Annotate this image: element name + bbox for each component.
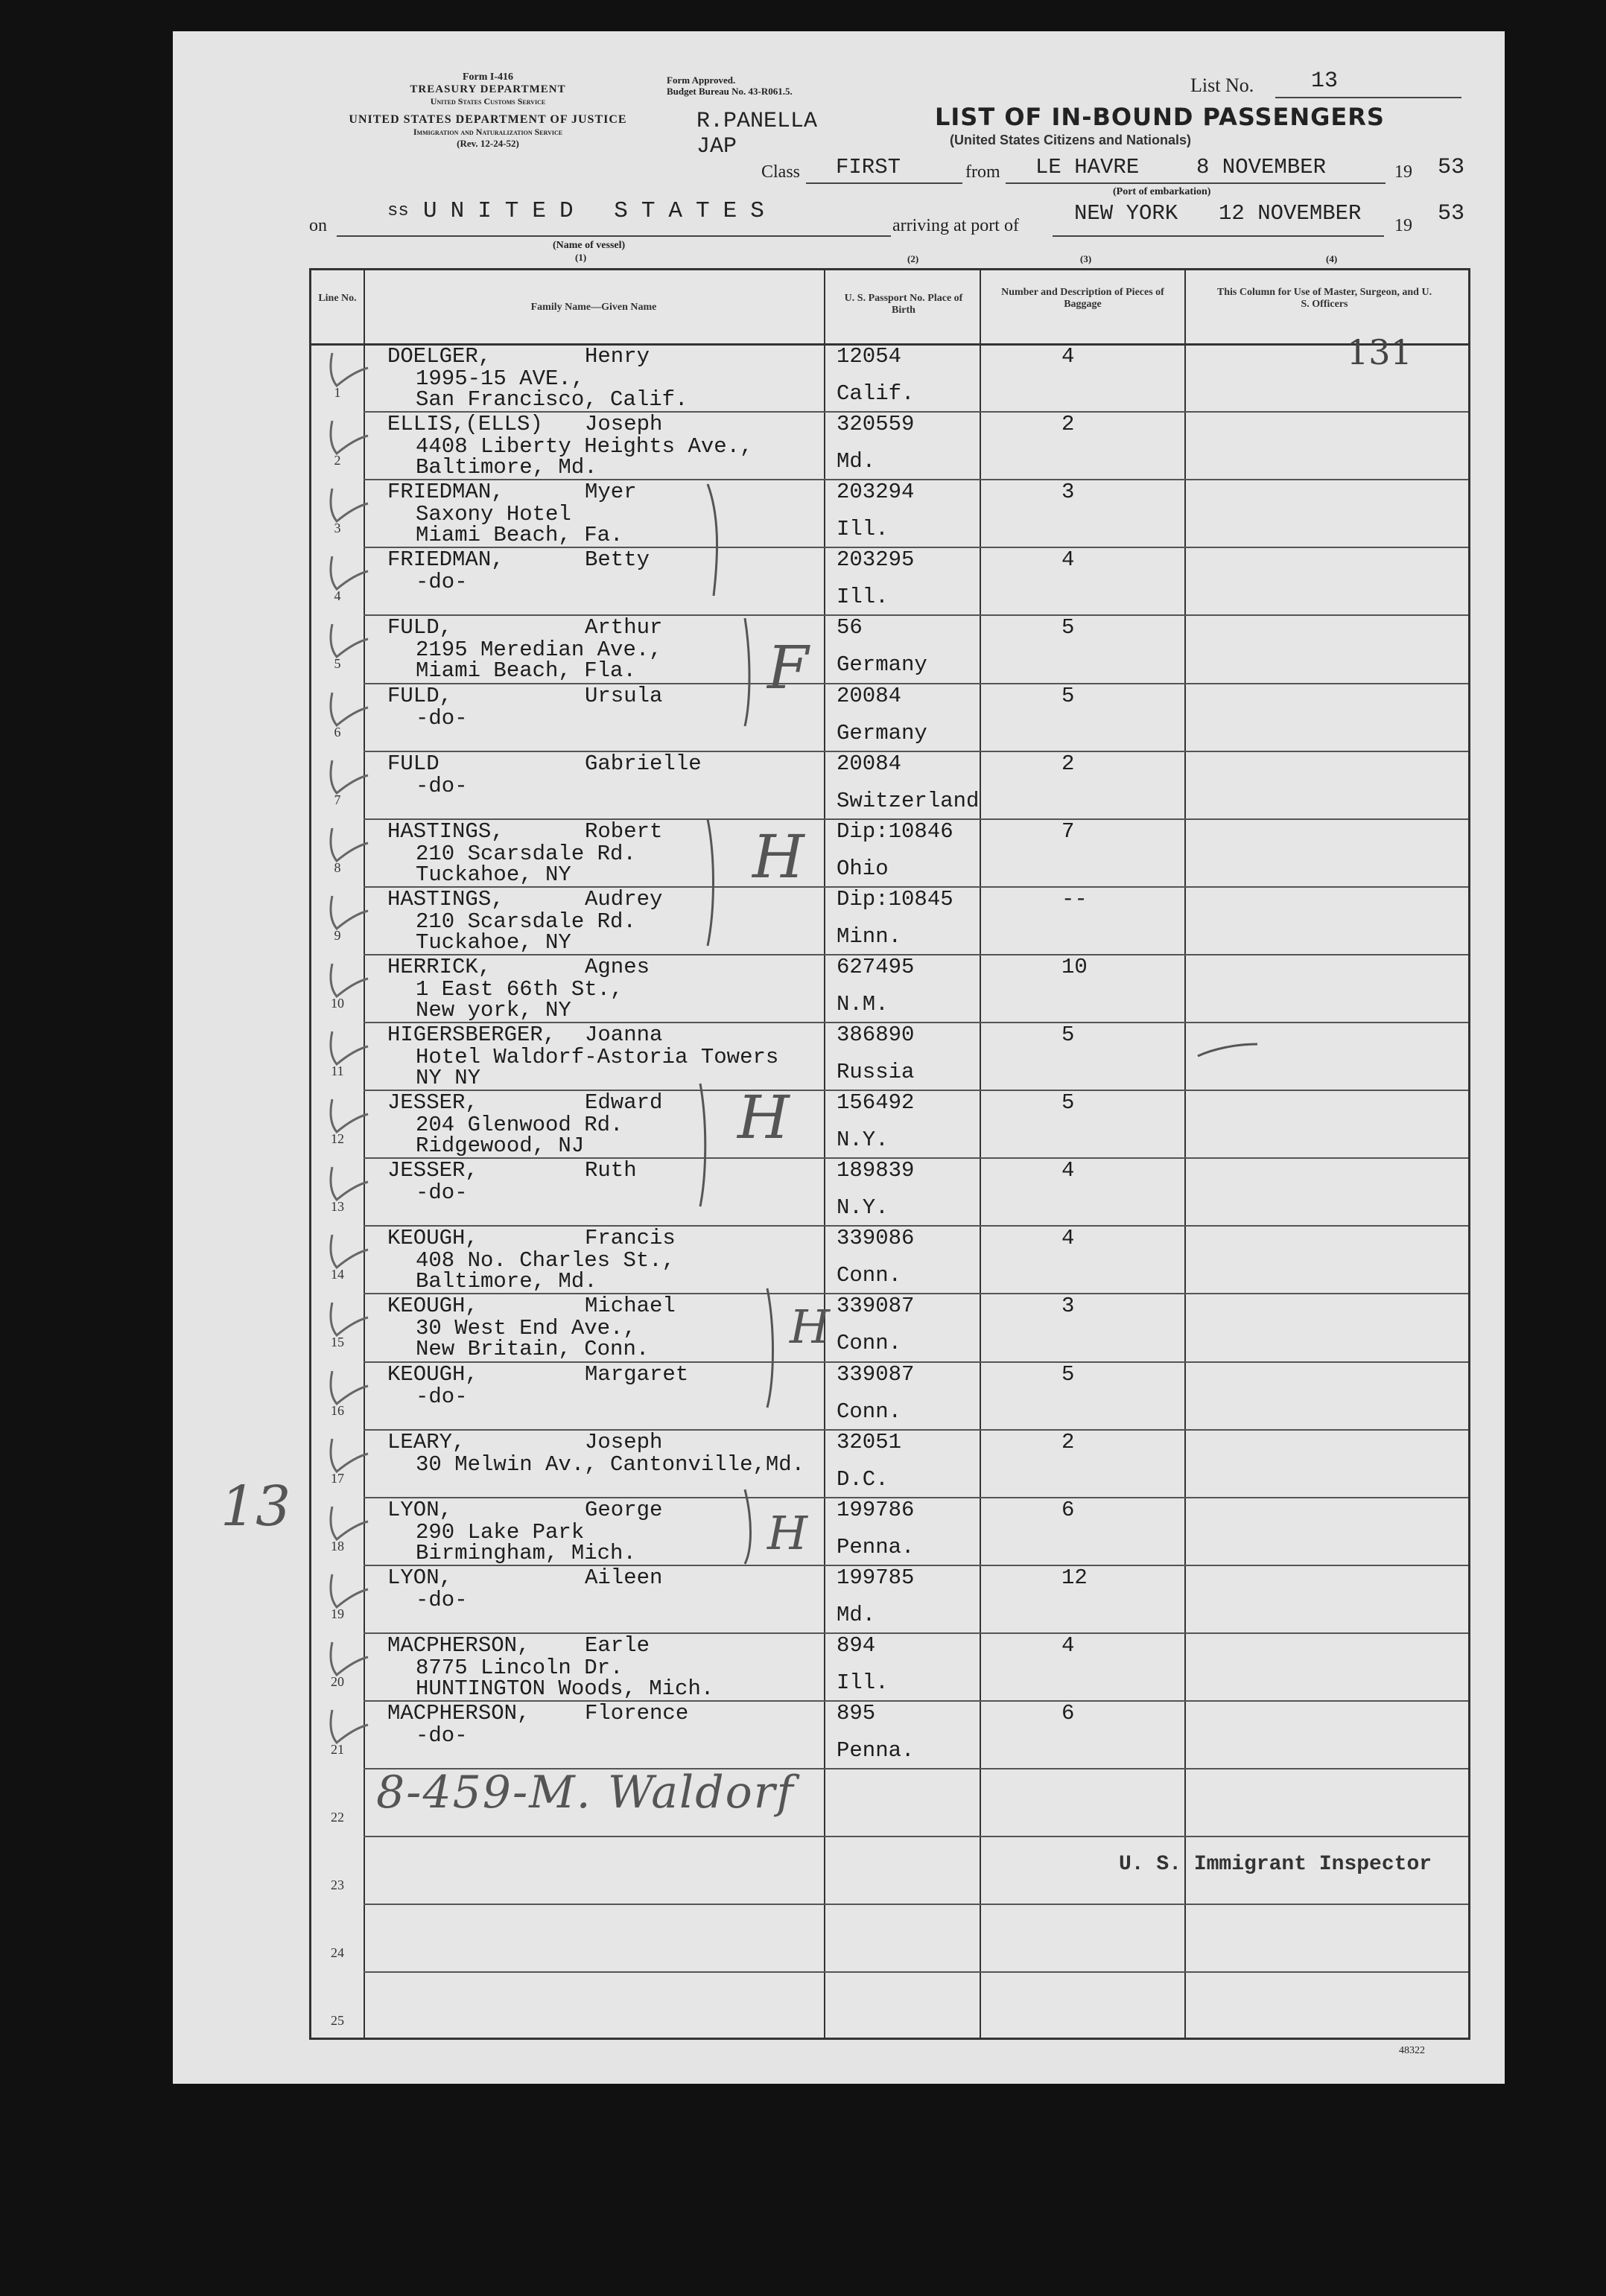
- passenger-address-line2: San Francisco, Calif.: [416, 387, 688, 412]
- passenger-family-name: HASTINGS,: [387, 886, 504, 912]
- line-number: 1: [334, 385, 341, 400]
- class-underline: [806, 182, 962, 184]
- line-number: 13: [331, 1199, 344, 1215]
- col-divider-baggage: [1184, 270, 1186, 2038]
- line-number: 14: [331, 1267, 344, 1282]
- passenger-family-name: JESSER,: [387, 1158, 478, 1183]
- check-mark-icon: [326, 1434, 371, 1479]
- arrive-year-prefix: 19: [1394, 216, 1412, 235]
- line-number: 2: [334, 453, 341, 468]
- passenger-family-name: FULD,: [387, 615, 453, 640]
- passenger-given-name: George: [585, 1497, 663, 1522]
- col-divider-passport: [980, 270, 981, 2038]
- justice-department: UNITED STATES DEPARTMENT OF JUSTICE: [349, 113, 627, 126]
- passport-number: 156492: [837, 1090, 915, 1116]
- passenger-given-name: Betty: [585, 547, 650, 573]
- passenger-address-line2: Miami Beach, Fa.: [416, 523, 623, 548]
- passenger-family-name: LEARY,: [387, 1429, 466, 1454]
- passenger-address-line2: Birmingham, Mich.: [416, 1540, 636, 1565]
- check-mark-icon: [326, 349, 371, 393]
- port-embarkation-caption: (Port of embarkation): [1113, 186, 1211, 197]
- line-number: 24: [331, 1945, 344, 1961]
- passenger-address-line2: New york, NY: [416, 997, 571, 1023]
- column-number-2: (2): [907, 253, 919, 264]
- place-of-birth: N.Y.: [837, 1195, 889, 1221]
- check-mark-icon: [326, 1705, 371, 1750]
- check-mark-icon: [326, 959, 371, 1004]
- passenger-address-line1: 210 Scarsdale Rd.: [416, 909, 636, 934]
- approved-label: Form Approved.: [667, 74, 736, 86]
- class-value: FIRST: [836, 155, 901, 179]
- passenger-family-name: HIGERSBERGER,: [387, 1023, 556, 1047]
- official-count: 131: [1347, 332, 1412, 372]
- baggage-count: 2: [1061, 1429, 1075, 1454]
- form-footer-number: 48322: [1399, 2045, 1425, 2056]
- check-mark-icon: [326, 756, 371, 801]
- place-of-birth: Germany: [837, 720, 927, 745]
- line-number: 22: [331, 1810, 344, 1825]
- passenger-family-name: FRIEDMAN,: [387, 480, 504, 505]
- baggage-count: 10: [1061, 954, 1088, 979]
- departure-date: 8 NOVEMBER: [1196, 155, 1327, 179]
- passenger-address-line1: -do-: [416, 773, 468, 798]
- passenger-given-name: Robert: [585, 818, 663, 844]
- passenger-address-line2: Ridgewood, NJ: [416, 1133, 585, 1159]
- passenger-address-line1: 2195 Meredian Ave.,: [416, 637, 662, 663]
- line-number: 5: [334, 656, 341, 672]
- vessel-caption-number: (1): [575, 252, 587, 263]
- row-divider: [364, 1836, 1468, 1837]
- baggage-count: 5: [1061, 1361, 1075, 1387]
- row-divider: [364, 1429, 1468, 1431]
- place-of-birth: N.Y.: [837, 1128, 889, 1153]
- place-of-birth: Conn.: [837, 1331, 902, 1356]
- passenger-address-line1: 8775 Lincoln Dr.: [416, 1655, 623, 1680]
- passenger-family-name: KEOUGH,: [387, 1226, 478, 1251]
- from-label: from: [965, 162, 1000, 182]
- passenger-given-name: Edward: [585, 1090, 663, 1116]
- passport-number: 199785: [837, 1565, 915, 1590]
- baggage-count: 12: [1061, 1565, 1088, 1590]
- line-number: 12: [331, 1131, 344, 1147]
- passenger-given-name: Joseph: [585, 1429, 663, 1454]
- baggage-count: 4: [1061, 1226, 1075, 1251]
- arriving-label: arriving at port of: [892, 216, 1019, 235]
- baggage-count: 3: [1061, 1294, 1075, 1319]
- col-divider-line: [364, 270, 365, 2038]
- passport-number: 20084: [837, 751, 902, 776]
- passenger-given-name: Agnes: [585, 954, 650, 979]
- line-number: 8: [334, 859, 341, 875]
- passenger-address-line1: -do-: [416, 705, 468, 731]
- check-mark-icon: [326, 824, 371, 868]
- passenger-address-line1: 4408 Liberty Heights Ave.,: [416, 434, 753, 459]
- check-mark-icon: [326, 688, 371, 733]
- line-number: 20: [331, 1673, 344, 1689]
- passport-number: Dip:10846: [837, 818, 953, 844]
- row-divider: [364, 1090, 1468, 1091]
- departure-year: 53: [1438, 155, 1465, 180]
- baggage-count: 6: [1061, 1497, 1075, 1522]
- line-number: 11: [331, 1063, 344, 1078]
- vessel-underline: [337, 235, 891, 237]
- check-mark-icon: [326, 1298, 371, 1343]
- place-of-birth: Ill.: [837, 517, 889, 542]
- place-of-birth: Conn.: [837, 1263, 902, 1288]
- form-number: Form I-416: [462, 71, 514, 83]
- header-official-use: This Column for Use of Master, Surgeon, and U. S. Officers: [1216, 287, 1432, 310]
- on-label: on: [309, 216, 327, 235]
- check-mark-icon: [326, 620, 371, 664]
- place-of-birth: Switzerland: [837, 788, 980, 813]
- check-mark-icon: [326, 416, 371, 461]
- baggage-count: 2: [1061, 412, 1075, 437]
- page-subtitle: (United States Citizens and Nationals): [950, 133, 1192, 147]
- passenger-given-name: Audrey: [585, 886, 663, 912]
- passenger-family-name: HASTINGS,: [387, 818, 504, 844]
- arrival-date: 12 NOVEMBER: [1219, 201, 1362, 226]
- inspector-stamp: U. S. Immigrant Inspector: [1119, 1853, 1432, 1876]
- passport-number: 320559: [837, 412, 915, 437]
- passenger-family-name: HERRICK,: [387, 954, 492, 979]
- passenger-address-line1: Hotel Waldorf-Astoria Towers: [416, 1045, 779, 1069]
- passenger-address-line1: -do-: [416, 1723, 468, 1748]
- place-of-birth: Penna.: [837, 1534, 915, 1559]
- baggage-count: 4: [1061, 547, 1075, 573]
- passport-number: 32051: [837, 1429, 902, 1454]
- check-mark-icon: [326, 891, 371, 936]
- check-mark-icon: [326, 1095, 371, 1139]
- class-label: Class: [761, 162, 801, 182]
- check-mark-icon: [326, 484, 371, 529]
- passport-number: 386890: [837, 1023, 915, 1047]
- header-line-no: Line No.: [318, 293, 357, 304]
- place-of-birth: Md.: [837, 449, 876, 474]
- list-no-value: 13: [1311, 69, 1339, 94]
- line-number: 18: [331, 1538, 344, 1554]
- vessel-caption: (Name of vessel): [553, 240, 626, 251]
- revision-date: (Rev. 12-24-52): [457, 138, 519, 149]
- passenger-address-line1: -do-: [416, 570, 468, 595]
- passenger-given-name: Aileen: [585, 1565, 663, 1590]
- passenger-given-name: Margaret: [585, 1361, 689, 1387]
- baggage-count: 7: [1061, 818, 1075, 844]
- check-mark-icon: [326, 1027, 371, 1072]
- vessel-name: UNITED STATES: [423, 198, 778, 224]
- typed-officer-name: R.PANELLA: [696, 109, 818, 134]
- passport-number: 339087: [837, 1361, 915, 1387]
- passport-number: 627495: [837, 954, 915, 979]
- baggage-count: --: [1061, 886, 1088, 912]
- passport-number: 12054: [837, 344, 902, 369]
- passenger-family-name: DOELGER,: [387, 344, 492, 369]
- column-number-4: (4): [1326, 253, 1338, 264]
- passport-number: 895: [837, 1701, 876, 1726]
- passenger-address-line1: 30 Melwin Av., Cantonville,Md.: [416, 1451, 805, 1477]
- place-of-birth: D.C.: [837, 1466, 889, 1492]
- passenger-family-name: MACPHERSON,: [387, 1701, 530, 1726]
- passenger-address-line1: 210 Scarsdale Rd.: [416, 841, 636, 866]
- place-of-birth: Ohio: [837, 856, 889, 881]
- passenger-address-line2: NY NY: [416, 1066, 481, 1090]
- place-of-birth: Ill.: [837, 585, 889, 610]
- passenger-address-line2: Tuckahoe, NY: [416, 929, 571, 955]
- row-divider: [364, 1497, 1468, 1498]
- line-number: 21: [331, 1742, 344, 1757]
- baggage-count: 4: [1061, 1632, 1075, 1658]
- passenger-family-name: KEOUGH,: [387, 1361, 478, 1387]
- check-mark-icon: [326, 1367, 371, 1411]
- passenger-given-name: Michael: [585, 1294, 676, 1319]
- passenger-given-name: Ursula: [585, 683, 663, 708]
- place-of-birth: Minn.: [837, 923, 902, 949]
- arrival-underline: [1053, 235, 1384, 237]
- place-of-birth: Penna.: [837, 1738, 915, 1763]
- passenger-address-line2: New Britain, Conn.: [416, 1337, 650, 1362]
- ins-service: Immigration and Naturalization Service: [413, 127, 563, 137]
- line-number: 7: [334, 792, 341, 807]
- line-number: 3: [334, 521, 341, 536]
- line-number: 15: [331, 1335, 344, 1350]
- baggage-count: 5: [1061, 615, 1075, 640]
- passenger-address-line2: Baltimore, Md.: [416, 1269, 597, 1294]
- row-divider: [364, 751, 1468, 752]
- line-number: 16: [331, 1402, 344, 1418]
- passport-number: 56: [837, 615, 863, 640]
- handwritten-mark-f: F: [767, 633, 809, 702]
- passenger-address-line1: 408 No. Charles St.,: [416, 1248, 676, 1273]
- passenger-given-name: Gabrielle: [585, 751, 702, 776]
- place-of-birth: Russia: [837, 1060, 915, 1084]
- typed-officer-code: JAP: [696, 134, 737, 159]
- passenger-address-line2: Miami Beach, Fla.: [416, 658, 636, 684]
- passenger-family-name: FRIEDMAN,: [387, 547, 504, 573]
- passenger-address-line2: HUNTINGTON Woods, Mich.: [416, 1676, 714, 1701]
- row-divider: [364, 1225, 1468, 1227]
- passenger-family-name: FULD,: [387, 683, 453, 708]
- passport-number: 199786: [837, 1497, 915, 1522]
- passport-number: 203295: [837, 547, 915, 573]
- list-no-label: List No.: [1190, 74, 1254, 96]
- passenger-given-name: Florence: [585, 1701, 689, 1726]
- passenger-family-name: LYON,: [387, 1497, 453, 1522]
- passenger-family-name: ELLIS,(ELLS): [387, 412, 543, 437]
- row-divider: [364, 1971, 1468, 1973]
- passenger-given-name: Earle: [585, 1632, 650, 1658]
- check-mark-icon: [326, 1638, 371, 1682]
- baggage-count: 3: [1061, 480, 1075, 505]
- passenger-given-name: Francis: [585, 1226, 676, 1251]
- passenger-given-name: Arthur: [585, 615, 663, 640]
- place-of-birth: Calif.: [837, 381, 915, 406]
- budget-number: Budget Bureau No. 43-R061.5.: [667, 86, 793, 97]
- baggage-count: 5: [1061, 683, 1075, 708]
- passenger-given-name: Henry: [585, 344, 650, 369]
- handwritten-mark-h: H: [767, 1506, 808, 1560]
- passenger-given-name: Ruth: [585, 1158, 637, 1183]
- passenger-given-name: Joseph: [585, 412, 663, 437]
- passenger-address-line1: 204 Glenwood Rd.: [416, 1113, 623, 1138]
- from-underline: [1006, 182, 1386, 184]
- place-of-birth: Germany: [837, 652, 927, 678]
- arrival-port: NEW YORK: [1074, 201, 1178, 226]
- passport-number: 339086: [837, 1226, 915, 1251]
- passenger-address-line1: -do-: [416, 1384, 468, 1409]
- passenger-family-name: FULD: [387, 751, 439, 776]
- check-mark-icon: [326, 1502, 371, 1547]
- column-number-3: (3): [1080, 253, 1092, 264]
- baggage-count: 6: [1061, 1701, 1075, 1726]
- line-number: 4: [334, 588, 341, 604]
- passport-number: 203294: [837, 480, 915, 505]
- passenger-address-line1: 30 West End Ave.,: [416, 1316, 636, 1341]
- handwritten-mark-h: H: [752, 822, 804, 891]
- passenger-given-name: Joanna: [585, 1023, 663, 1047]
- handwritten-mark-h: H: [737, 1083, 790, 1152]
- passenger-family-name: MACPHERSON,: [387, 1632, 530, 1658]
- baggage-count: 5: [1061, 1090, 1075, 1116]
- row-divider: [364, 614, 1468, 616]
- line-number: 6: [334, 724, 341, 740]
- form-header-left: [309, 71, 667, 150]
- baggage-count: 4: [1061, 344, 1075, 369]
- place-of-birth: Ill.: [837, 1670, 889, 1695]
- line-number: 10: [331, 995, 344, 1011]
- passport-number: 894: [837, 1632, 876, 1658]
- vessel-prefix: ss: [387, 201, 409, 221]
- passport-number: 20084: [837, 683, 902, 708]
- passenger-family-name: KEOUGH,: [387, 1294, 478, 1319]
- passenger-address-line1: 1995-15 AVE.,: [416, 366, 585, 391]
- baggage-count: 4: [1061, 1158, 1075, 1183]
- page-title: LIST OF IN-BOUND PASSENGERS: [935, 103, 1385, 131]
- margin-number: 13: [220, 1475, 291, 1539]
- col-divider-name: [824, 270, 825, 2038]
- arrival-year: 53: [1438, 201, 1465, 226]
- passenger-family-name: JESSER,: [387, 1090, 478, 1116]
- place-of-birth: Md.: [837, 1602, 876, 1627]
- line-number: 25: [331, 2013, 344, 2029]
- depart-year-prefix: 19: [1394, 162, 1412, 182]
- check-mark-icon: [326, 1163, 371, 1207]
- check-mark-icon: [326, 1570, 371, 1615]
- line-number: 9: [334, 927, 341, 943]
- baggage-count: 2: [1061, 751, 1075, 776]
- handwritten-mark-h: H: [790, 1300, 831, 1354]
- passenger-address-line2: Baltimore, Md.: [416, 455, 597, 480]
- baggage-count: 5: [1061, 1023, 1075, 1047]
- row-divider: [364, 1904, 1468, 1905]
- passenger-address-line1: 290 Lake Park: [416, 1519, 585, 1545]
- passenger-address-line2: Tuckahoe, NY: [416, 862, 571, 887]
- line-number: 19: [331, 1606, 344, 1621]
- from-port: LE HAVRE: [1035, 155, 1140, 179]
- form-approved: [667, 74, 793, 97]
- passenger-family-name: LYON,: [387, 1565, 453, 1590]
- header-passport: U. S. Passport No. Place of Birth: [844, 293, 963, 316]
- passport-number: 189839: [837, 1158, 915, 1183]
- line-number: 17: [331, 1470, 344, 1486]
- passenger-address-line1: -do-: [416, 1180, 468, 1206]
- passenger-given-name: Myer: [585, 480, 637, 505]
- line-number: 23: [331, 1877, 344, 1893]
- header-baggage: Number and Description of Pieces of Baggage: [1001, 287, 1164, 310]
- list-no-underline: [1275, 97, 1461, 98]
- check-mark-icon: [326, 552, 371, 597]
- passport-number: 339087: [837, 1294, 915, 1319]
- handwritten-hotel-note: 8-459-M. Waldorf: [376, 1766, 795, 1819]
- customs-service: United States Customs Service: [430, 96, 546, 106]
- check-mark-icon: [326, 1230, 371, 1275]
- place-of-birth: Conn.: [837, 1399, 902, 1424]
- passenger-address-line1: 1 East 66th St.,: [416, 976, 623, 1002]
- place-of-birth: N.M.: [837, 991, 889, 1017]
- treasury-department: TREASURY DEPARTMENT: [410, 83, 566, 95]
- header-name: Family Name—Given Name: [530, 302, 657, 313]
- passenger-address-line1: Saxony Hotel: [416, 502, 571, 527]
- passenger-address-line1: -do-: [416, 1587, 468, 1612]
- passport-number: Dip:10845: [837, 886, 953, 912]
